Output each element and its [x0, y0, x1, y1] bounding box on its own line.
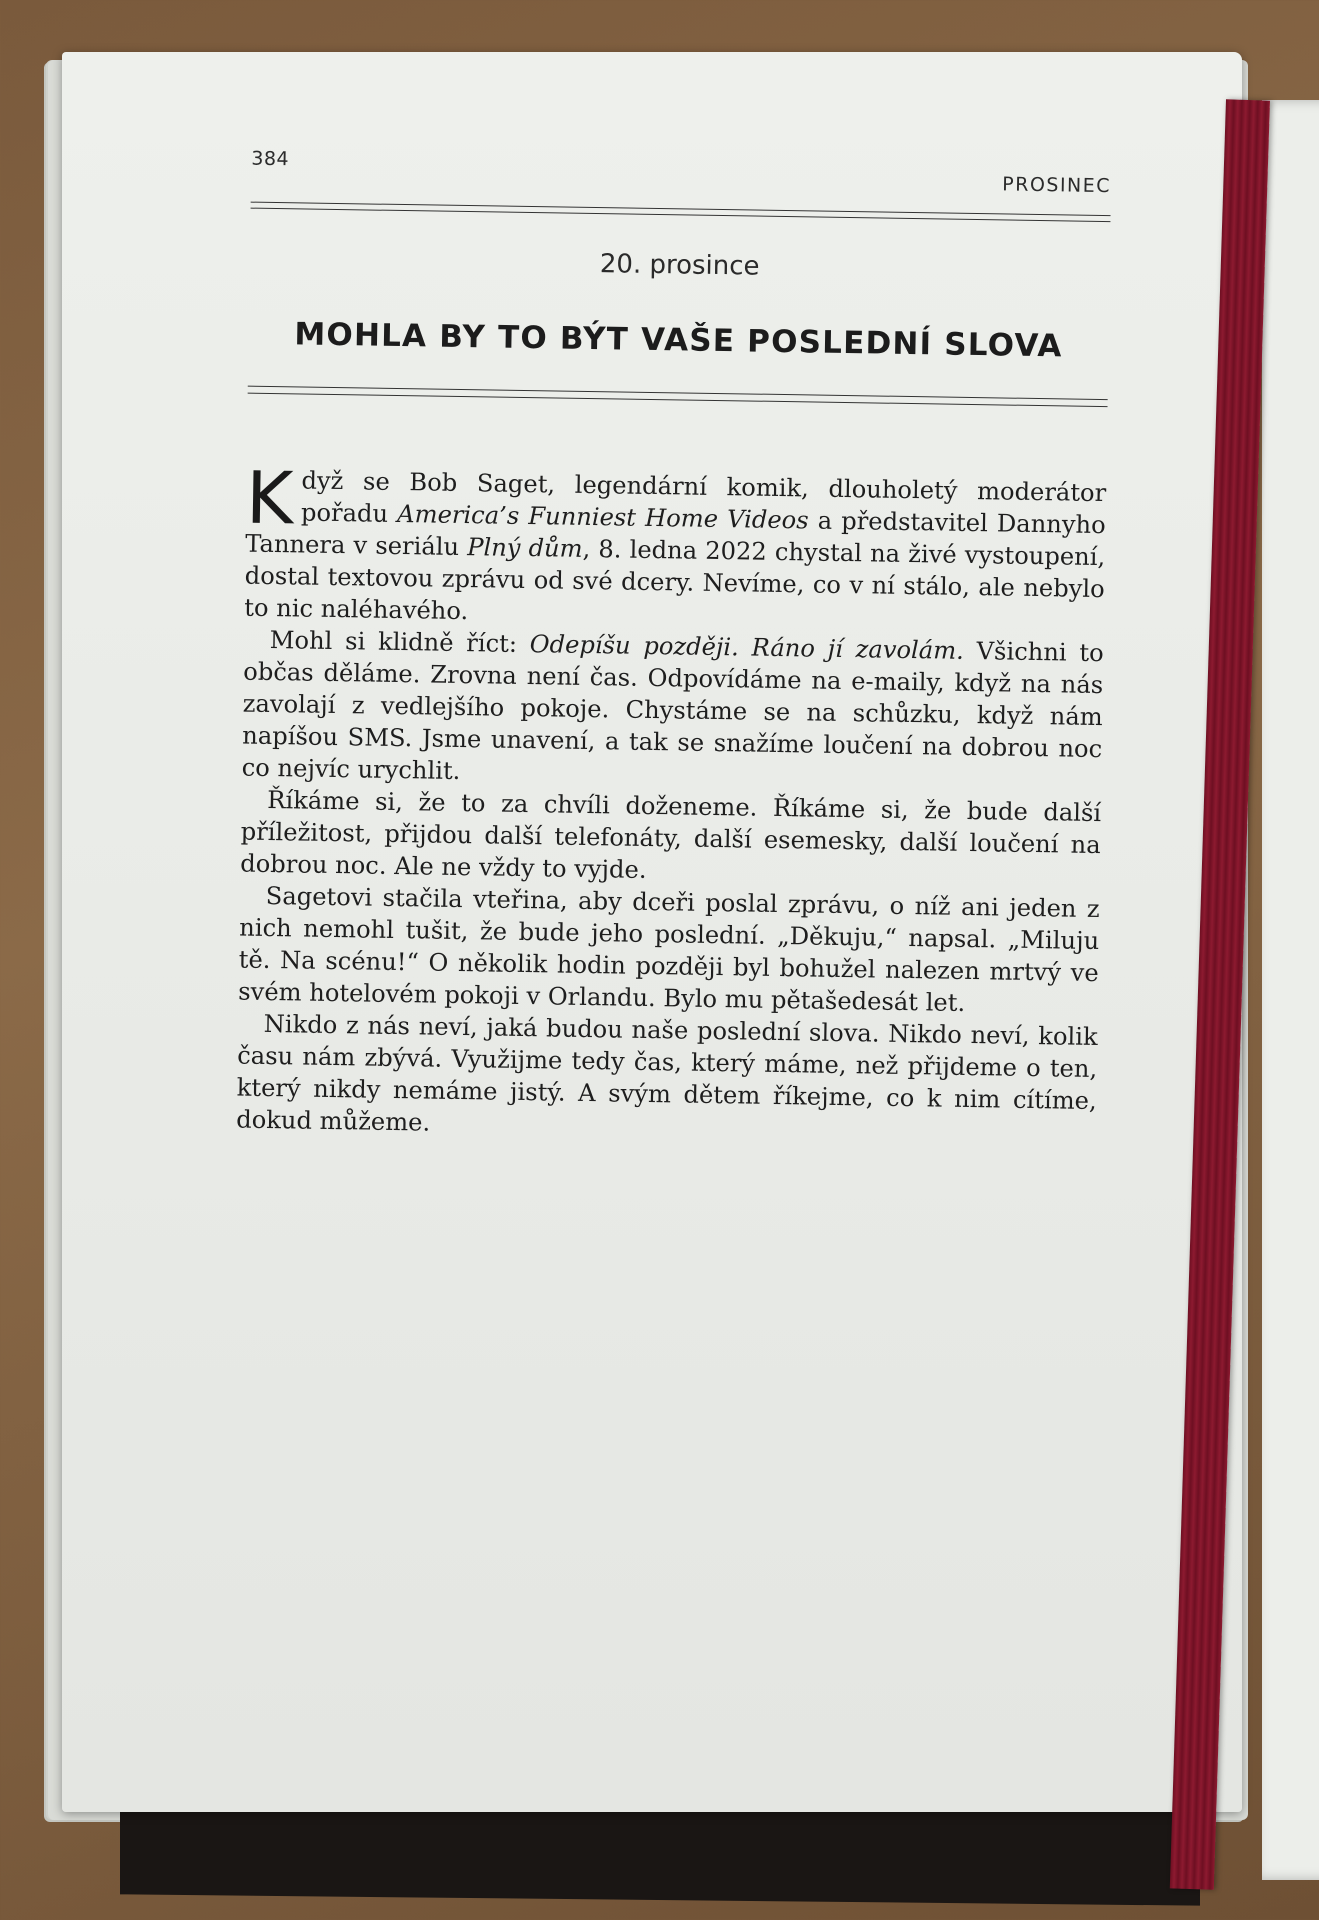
page-number: 384	[251, 147, 290, 171]
facing-page	[1262, 100, 1319, 1880]
page-content	[45, 43, 1252, 1821]
paragraph-1-text-b: a představitel Dannyho Tannera v seriálu	[245, 506, 1106, 562]
paragraph-3: Říkáme si, že to za chvíli doženeme. Říkáme si, že bude další příležitost, přijdou další telefonáty, další esemesky, další loučení na dobrou noc. Ale ne vždy to vyjde.	[240, 785, 1102, 884]
drop-cap: K	[245, 455, 294, 541]
entry-date: 20. prosince	[599, 249, 760, 282]
chapter-title: MOHLA BY TO BÝT VAŠE POSLEDNÍ SLOVA	[294, 316, 1063, 365]
paragraph-2	[242, 624, 1104, 797]
paragraph-2-text-a: Mohl si klidně říct:	[269, 625, 530, 659]
paragraph-1-text-c: , 8. ledna 2022 chystal na živé vystoupení, dostal textovou zprávu od své dcery. Nevíme, co v ní stálo, ale nebylo to nic naléhavého.	[244, 534, 1106, 626]
section-name: PROSINEC	[1002, 173, 1112, 198]
paragraph-5: Nikdo z nás neví, jaká budou naše poslední slova. Nikdo neví, kolik času nám zbývá. Využijme tedy čas, který máme, než přijdeme o ten, který nikdy nemáme jistý. A svým dětem říkejme, co k nim cítíme, dokud můžeme.	[236, 1009, 1098, 1137]
paragraph-4: Sagetovi stačila vteřina, aby dceři poslal zprávu, o níž ani jeden z nich nemohl tušit, že bude jeho poslední. „Děkuju,“ napsal. „Miluju tě. Na scénu!“ O několik hodin později byl bohužel nalezen mrtvý ve svém hotelovém pokoji v Orlandu. Bylo mu pětašedesát let.	[238, 881, 1100, 1017]
body-text	[236, 455, 1107, 1149]
book-page	[62, 52, 1242, 1812]
paragraph-1	[244, 455, 1107, 637]
paragraph-2-thought: Odepíšu později. Ráno jí zavolám.	[529, 630, 965, 665]
title-rule	[248, 386, 1108, 408]
paragraph-2-text-b: Všichni to občas děláme. Zrovna není čas. Odpovídáme na e-maily, když na nás zavolají z vedlejšího pokoje. Chystáme se na schůzku, když nám napíšou SMS. Jsme unavení, a tak se snažíme loučení na dobrou noc co nejvíc urychlit.	[241, 636, 1104, 785]
paragraph-1-series-title: Plný dům	[466, 533, 583, 563]
paragraph-1-text-a: dyž se Bob Saget, legendární komik, dlouholetý moderátor pořadu	[300, 466, 1107, 528]
paragraph-1-show-title: America’s Funniest Home Videos	[396, 499, 809, 535]
running-head	[251, 148, 1112, 212]
